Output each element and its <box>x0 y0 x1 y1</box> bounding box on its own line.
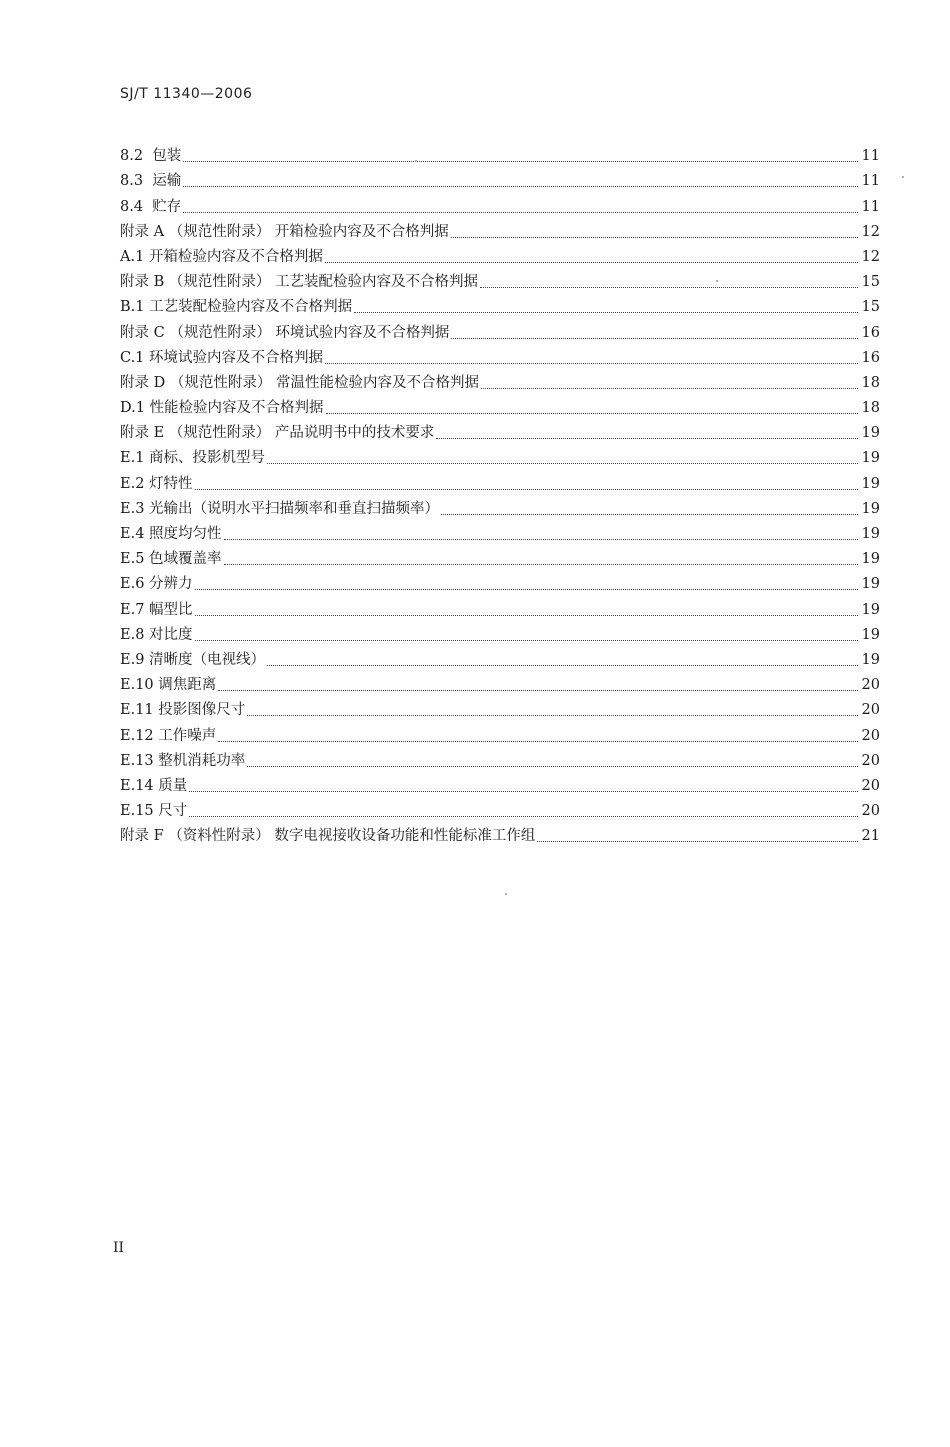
toc-dot-leader <box>537 841 858 842</box>
toc-entry-title: （规范性附录） 开箱检验内容及不合格判据 <box>168 223 449 240</box>
toc-entry-page: 20 <box>861 777 880 794</box>
toc-entry-title: 商标、投影机型号 <box>149 450 266 467</box>
toc-entry-number: A.1 <box>120 248 145 265</box>
toc-dot-leader <box>224 539 858 540</box>
toc-dot-leader <box>325 363 858 364</box>
toc-entry-page: 20 <box>861 702 880 719</box>
toc-dot-leader <box>451 237 858 238</box>
toc-entry-number: E.11 <box>120 702 154 719</box>
toc-dot-leader <box>481 388 858 389</box>
toc-entry <box>120 568 880 593</box>
toc-dot-leader <box>325 262 858 263</box>
toc-entry <box>120 342 880 367</box>
toc-entry-page: 18 <box>861 400 880 417</box>
toc-entry-number: E.7 <box>120 601 145 618</box>
toc-entry <box>120 745 880 770</box>
toc-entry-separator <box>143 147 152 165</box>
toc-entry-page: 19 <box>861 626 880 643</box>
toc-entry-title: 开箱检验内容及不合格判据 <box>148 248 323 265</box>
toc-entry-title: 光输出（说明水平扫描频率和垂直扫描频率） <box>149 500 440 517</box>
toc-entry <box>120 669 880 694</box>
toc-entry <box>120 493 880 518</box>
toc-entry-number: 附录 C <box>120 324 165 341</box>
toc-entry <box>120 316 880 341</box>
toc-entry-title: 性能检验内容及不合格判据 <box>149 400 324 417</box>
toc-dot-leader <box>195 589 858 590</box>
toc-entry <box>120 266 880 291</box>
toc-entry-page: 12 <box>861 223 880 240</box>
toc-entry <box>120 820 880 845</box>
toc-entry-number: 附录 E <box>120 425 165 442</box>
toc-entry <box>120 467 880 492</box>
toc-entry <box>120 719 880 744</box>
toc-entry-number: E.14 <box>120 777 154 794</box>
toc-entry-title: 工艺装配检验内容及不合格判据 <box>149 299 353 316</box>
toc-entry-page: 19 <box>861 651 880 668</box>
toc-entry-title: 色域覆盖率 <box>149 551 222 568</box>
toc-entry-page: 16 <box>861 349 880 366</box>
page-number: II <box>113 1240 125 1256</box>
toc-entry-number: E.4 <box>120 526 145 542</box>
toc-entry-number: D.1 <box>120 400 145 417</box>
toc-entry-number: 附录 D <box>120 374 166 391</box>
toc-entry <box>120 165 880 190</box>
toc-entry-page: 19 <box>861 425 880 442</box>
toc-entry-title: 灯特性 <box>149 475 193 492</box>
toc-entry-number: B.1 <box>120 299 145 316</box>
toc-entry-page: 15 <box>861 299 880 316</box>
toc-entry-number: E.3 <box>120 500 145 517</box>
toc-entry-number: 8.4 <box>120 198 144 215</box>
toc-dot-leader <box>183 186 858 187</box>
toc-dot-leader <box>480 287 858 288</box>
toc-entry-title: （资料性附录） 数字电视接收设备功能和性能标准工作组 <box>168 828 536 845</box>
toc-entry-page: 19 <box>861 500 880 517</box>
toc-dot-leader <box>183 161 858 162</box>
scan-speck <box>902 176 904 178</box>
toc-dot-leader <box>183 212 858 213</box>
toc-entry-page: 20 <box>861 803 880 820</box>
scan-speck <box>505 893 507 895</box>
toc-entry-title: 尺寸 <box>158 803 188 820</box>
toc-entry-number: E.8 <box>120 626 145 643</box>
table-of-contents <box>120 140 880 845</box>
toc-entry-title: 包装 <box>152 148 182 165</box>
toc-entry <box>120 190 880 215</box>
toc-entry <box>120 644 880 669</box>
toc-entry <box>120 593 880 618</box>
toc-dot-leader <box>189 816 858 817</box>
toc-dot-leader <box>267 463 858 464</box>
toc-dot-leader <box>218 741 858 742</box>
toc-entry <box>120 442 880 467</box>
toc-entry <box>120 417 880 442</box>
toc-entry-page: 20 <box>861 677 880 694</box>
toc-dot-leader <box>451 338 858 339</box>
scan-speck <box>716 280 718 282</box>
toc-dot-leader <box>441 514 858 515</box>
toc-dot-leader <box>247 766 858 767</box>
toc-entry-title: 调焦距离 <box>158 677 217 694</box>
toc-entry-title: （规范性附录） 环境试验内容及不合格判据 <box>169 324 450 341</box>
toc-entry-number: E.13 <box>120 752 154 769</box>
toc-entry-title: 对比度 <box>149 626 193 643</box>
toc-dot-leader <box>195 640 858 641</box>
toc-entry-page: 15 <box>861 274 880 291</box>
toc-entry-number: E.6 <box>120 576 145 593</box>
toc-dot-leader <box>326 413 858 414</box>
toc-entry-number: E.9 <box>120 651 145 668</box>
toc-dot-leader <box>189 791 858 792</box>
toc-entry-page: 20 <box>861 727 880 744</box>
toc-entry-number: E.10 <box>120 677 154 694</box>
toc-entry-page: 21 <box>861 828 880 845</box>
scan-speck <box>415 160 417 162</box>
toc-dot-leader <box>224 564 858 565</box>
toc-entry-number: E.2 <box>120 475 145 492</box>
toc-entry <box>120 140 880 165</box>
toc-entry-number: 附录 B <box>120 274 165 291</box>
toc-entry-page: 19 <box>861 475 880 492</box>
toc-entry-title: （规范性附录） 工艺装配检验内容及不合格判据 <box>168 274 478 291</box>
toc-entry-page: 19 <box>861 526 880 542</box>
toc-dot-leader <box>436 438 858 439</box>
toc-entry-title: 环境试验内容及不合格判据 <box>149 349 324 366</box>
toc-dot-leader <box>218 690 858 691</box>
toc-entry-page: 12 <box>861 248 880 265</box>
toc-entry-number: E.5 <box>120 551 145 568</box>
toc-entry-number: 8.3 <box>120 173 144 190</box>
toc-dot-leader <box>354 312 858 313</box>
toc-entry-number: C.1 <box>120 349 145 366</box>
toc-entry-title: 分辨力 <box>149 576 193 593</box>
toc-entry <box>120 216 880 241</box>
toc-entry-page: 19 <box>861 576 880 593</box>
toc-entry-page: 16 <box>861 324 880 341</box>
toc-entry-separator <box>143 198 152 216</box>
toc-entry <box>120 392 880 417</box>
toc-entry-title: 幅型比 <box>149 601 193 618</box>
toc-entry <box>120 770 880 795</box>
toc-entry <box>120 291 880 316</box>
toc-entry <box>120 543 880 568</box>
toc-entry-page: 19 <box>861 551 880 568</box>
toc-entry-title: 贮存 <box>152 198 182 215</box>
toc-entry-number: 附录 A <box>120 223 165 240</box>
toc-entry-number: E.12 <box>120 727 154 744</box>
toc-entry-number: 8.2 <box>120 148 144 165</box>
toc-entry-title: （规范性附录） 产品说明书中的技术要求 <box>168 425 435 442</box>
toc-entry-title: 清晰度（电视线） <box>149 651 266 668</box>
toc-entry-page: 19 <box>861 601 880 618</box>
toc-entry <box>120 241 880 266</box>
toc-entry-title: 投影图像尺寸 <box>158 702 246 719</box>
toc-entry <box>120 694 880 719</box>
toc-entry-page: 19 <box>861 450 880 467</box>
toc-dot-leader <box>247 715 858 716</box>
toc-dot-leader <box>195 489 858 490</box>
toc-entry-number: 附录 F <box>120 828 164 845</box>
toc-entry <box>120 795 880 820</box>
toc-entry <box>120 518 880 543</box>
toc-entry-title: 整机消耗功率 <box>158 752 246 769</box>
toc-entry-title: （规范性附录） 常温性能检验内容及不合格判据 <box>169 374 479 391</box>
toc-entry-page: 11 <box>861 148 880 165</box>
toc-dot-leader <box>267 665 858 666</box>
toc-entry-page: 18 <box>861 374 880 391</box>
toc-entry-number: E.15 <box>120 803 154 820</box>
toc-entry-number: E.1 <box>120 450 145 467</box>
toc-entry-title: 工作噪声 <box>158 727 217 744</box>
toc-entry-page: 20 <box>861 752 880 769</box>
toc-entry <box>120 367 880 392</box>
toc-dot-leader <box>195 615 858 616</box>
toc-entry-separator <box>143 172 152 190</box>
toc-entry-page: 11 <box>861 173 880 190</box>
toc-entry-title: 运输 <box>152 173 182 190</box>
toc-entry-page: 11 <box>861 198 880 215</box>
standard-code-header: SJ/T 11340—2006 <box>120 86 253 102</box>
toc-entry-title: 照度均匀性 <box>149 526 222 542</box>
toc-entry-title: 质量 <box>158 777 188 794</box>
toc-entry <box>120 619 880 644</box>
